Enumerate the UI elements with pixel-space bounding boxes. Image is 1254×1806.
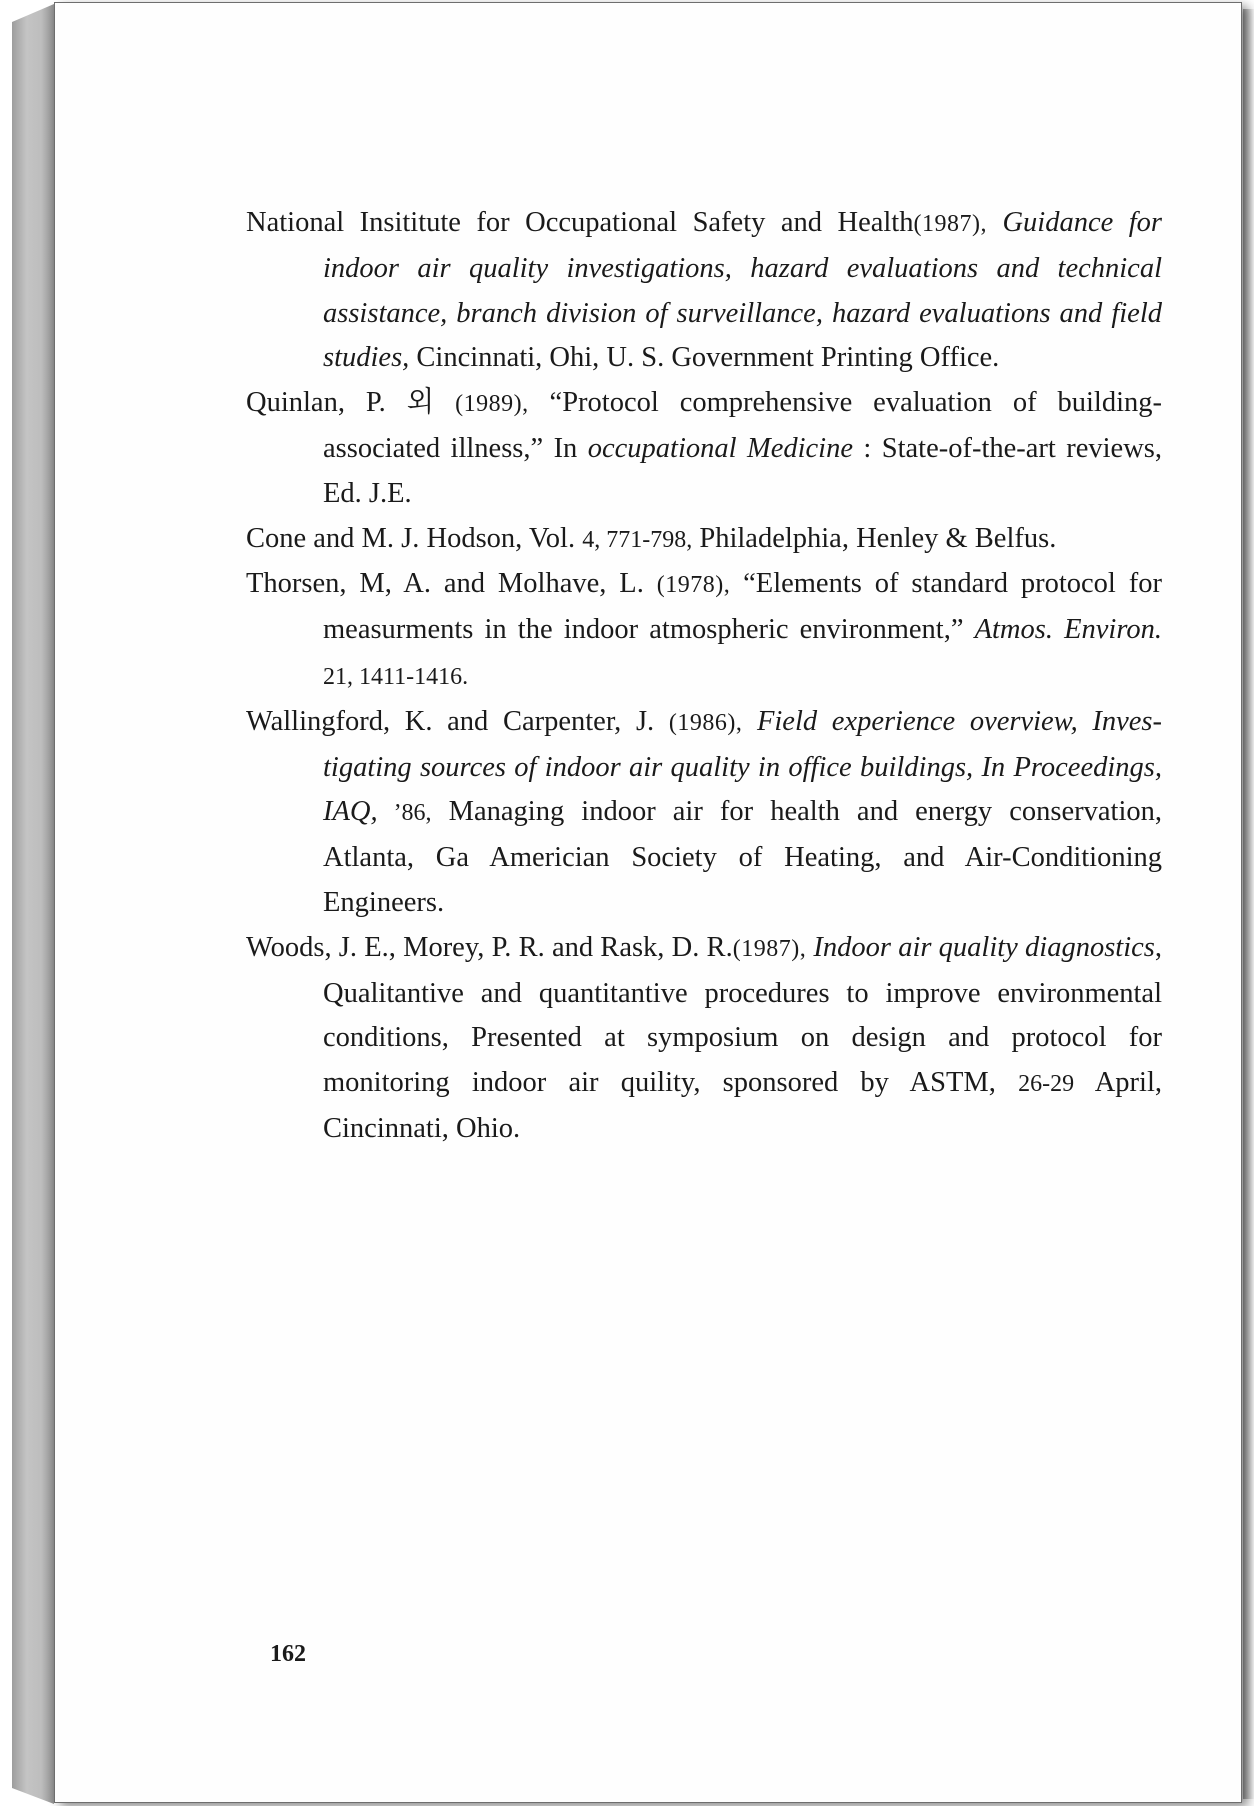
reference-list <box>246 201 1162 1152</box>
reference-quinlan <box>246 381 1162 516</box>
reference-authors: Woods, J. E., Morey, P. R. and Rask, D. R. <box>246 931 733 963</box>
page-number: 162 <box>270 1641 306 1667</box>
book-page <box>54 2 1242 1803</box>
reference-year: (1989), <box>455 391 529 418</box>
reference-title: Guidance for indoor air quality investigations, hazard evaluations and technical assistance, branch division of surveillance, hazard evaluations and field studies, <box>323 207 1162 374</box>
reference-editors: Cone and M. J. Hodson, Vol. <box>246 522 583 554</box>
reference-conference-year: ’86, <box>377 800 432 827</box>
reference-details: , Qualitantive and quantitantive procedures to improve environmental conditions, Presented at symposium on design and protocol for monitoring indoor air quility, sponsored by ASTM, <box>323 931 1162 1099</box>
reference-journal: Atmos. Environ. <box>974 614 1162 646</box>
reference-title: Indoor air quality diagnostics <box>806 931 1155 963</box>
reference-thorsen <box>246 562 1162 699</box>
reference-pages: 21, 1411-1416. <box>323 663 469 690</box>
reference-wallingford <box>246 700 1162 926</box>
reference-year: (1986), <box>668 709 743 736</box>
reference-authors: Thorsen, M, A. and Molhave, L. <box>246 568 657 600</box>
reference-article: “Elements of standard protocol for measurments in the indoor atmospheric environment,” <box>323 568 1163 646</box>
reference-dates: 26-29 <box>1018 1071 1075 1098</box>
reference-pages: 4, 771-798, <box>582 526 693 553</box>
reference-year: (1987), <box>732 935 807 962</box>
reference-year: (1978), <box>656 572 731 599</box>
reference-publisher: Managing indoor air for health and energy conservation, Atlanta, Ga Americian Society of Heating, and Air-Conditioning Engineers. <box>323 796 1162 918</box>
reference-title: Field experience overview, Inves-tigating sources of indoor air quality in office buildings, In Proceedings, IAQ, <box>323 705 1162 828</box>
reference-authors: Quinlan, P. 외 <box>246 387 456 419</box>
reference-journal: occupational Medicine <box>587 432 853 464</box>
reference-details: : State-of-the-art reviews, Ed. J.E. <box>323 432 1162 509</box>
reference-authors: National Insititute for Occupational Safety and Health <box>246 207 914 238</box>
reference-article: “Protocol comprehensive evaluation of building-associated illness,” In <box>323 387 1162 464</box>
reference-cone-hodson <box>246 517 1162 563</box>
reference-publisher: Philadelphia, Henley & Belfus. <box>692 522 1057 554</box>
reference-authors: Wallingford, K. and Carpenter, J. <box>246 705 669 737</box>
reference-year: (1987), <box>913 211 987 237</box>
book-spine <box>12 4 54 1804</box>
reference-location: April, Cincinnati, Ohio. <box>323 1067 1162 1144</box>
reference-woods <box>246 926 1162 1152</box>
reference-publisher: Cincinnati, Ohi, U. S. Government Printing Office. <box>409 342 1000 374</box>
reference-niosh <box>246 201 1162 381</box>
